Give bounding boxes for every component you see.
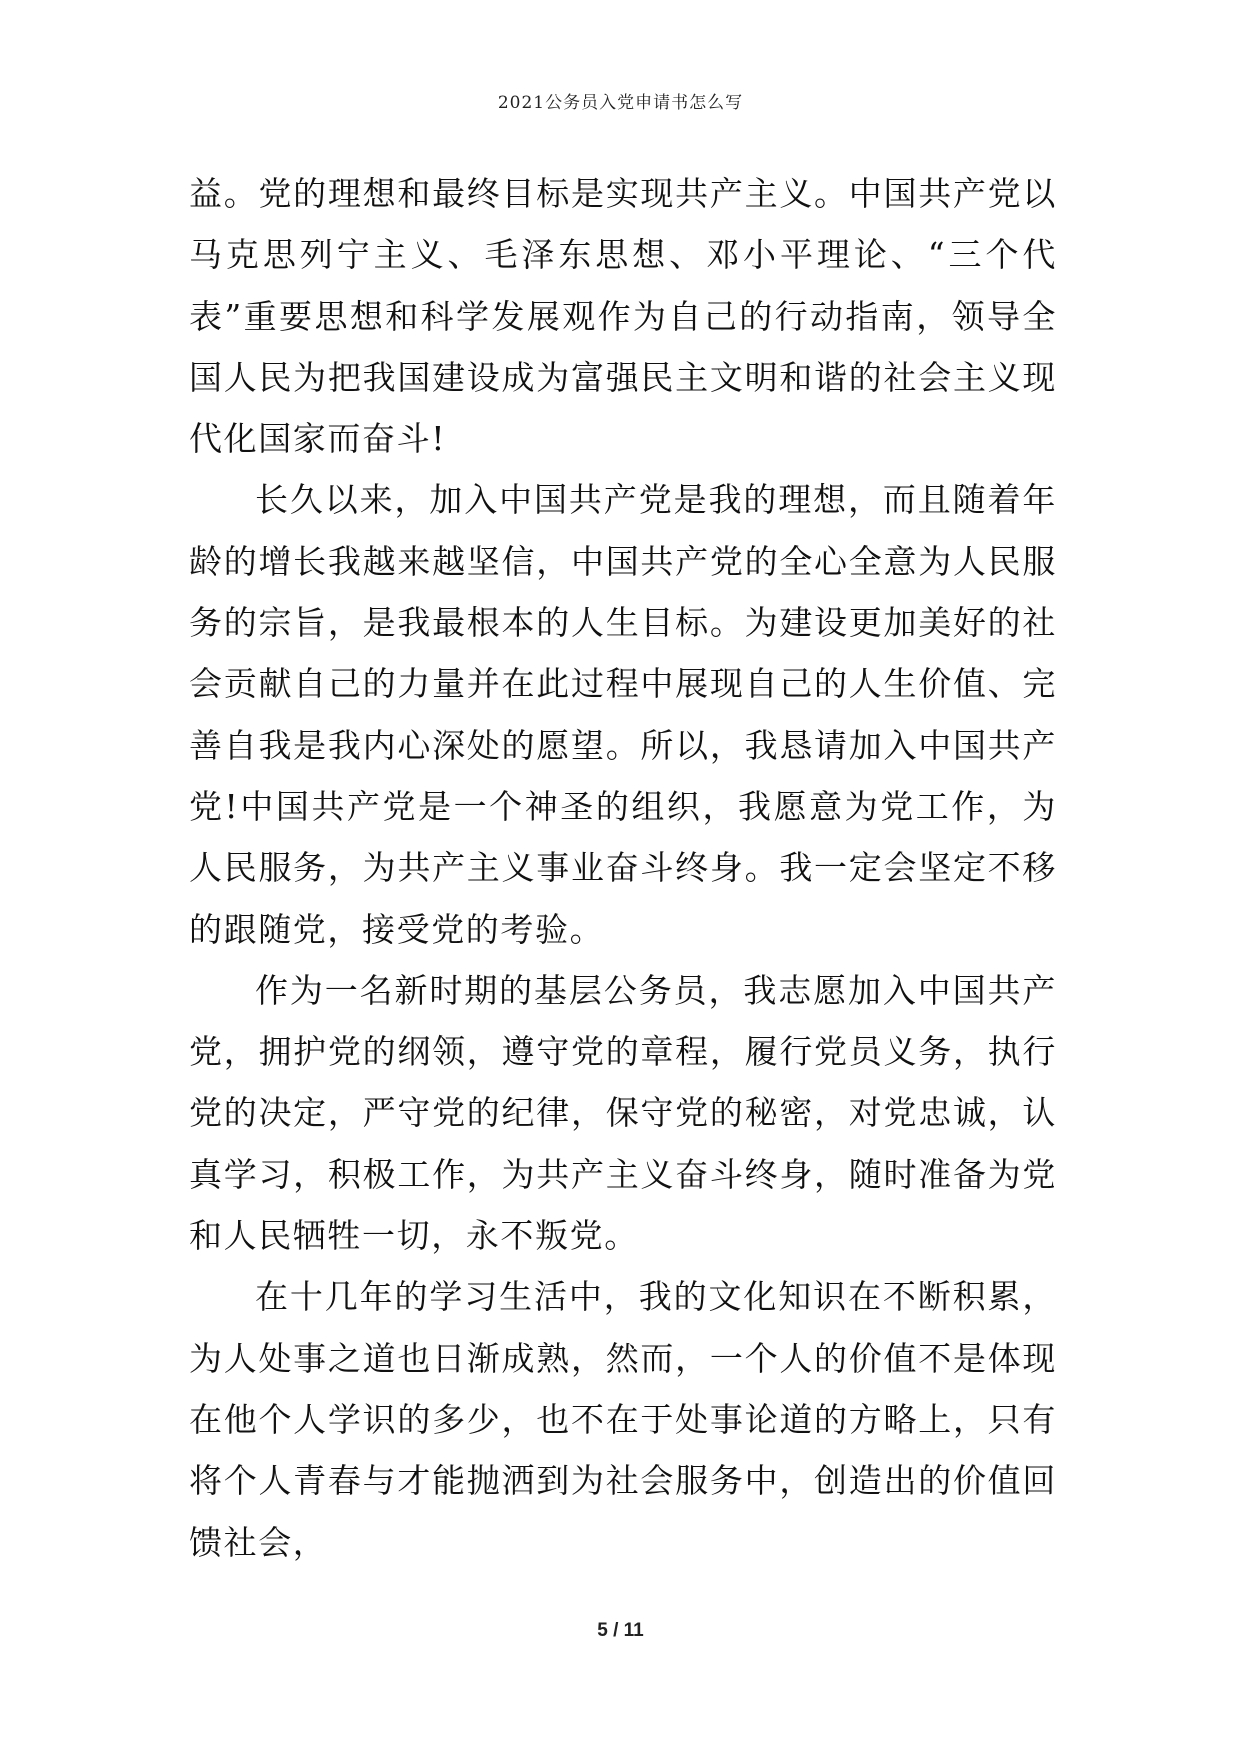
body-text <box>189 163 1057 1573</box>
page-number: 5 / 11 <box>597 1620 644 1641</box>
paragraph-continuation: 益。党的理想和最终目标是实现共产主义。中国共产党以马克思列宁主义、毛泽东思想、邓小平理论、“三个代表”重要思想和科学发展观作为自己的行动指南，领导全国人民为把我国建设成为富强民主文明和谐的社会主义现代化国家而奋斗! <box>189 174 1057 459</box>
running-header: 2021公务员入党申请书怎么写 <box>497 93 744 113</box>
paragraph-pledge: 作为一名新时期的基层公务员，我志愿加入中国共产党，拥护党的纲领，遵守党的章程，履行党员义务，执行党的决定，严守党的纪律，保守党的秘密，对党忠诚，认真学习，积极工作，为共产主义奋斗终身，随时准备为党和人民牺牲一切，永不叛党。 <box>189 970 1057 1256</box>
paragraph-aspiration: 长久以来，加入中国共产党是我的理想，而且随着年龄的增长我越来越坚信，中国共产党的全心全意为人民服务的宗旨，是我最根本的人生目标。为建设更加美好的社会贡献自己的力量并在此过程中展现自己的人生价值、完善自我是我内心深处的愿望。所以，我恳请加入中国共产党!中国共产党是一个神圣的组织，我愿意为党工作，为人民服务，为共产主义事业奋斗终身。我一定会坚定不移的跟随党，接受党的考验。 <box>189 480 1057 949</box>
paragraph-study-life: 在十几年的学习生活中，我的文化知识在不断积累，为人处事之道也日渐成熟，然而，一个人的价值不是体现在他个人学识的多少，也不在于处事论道的方略上，只有将个人青春与才能抛洒到为社会服务中，创造出的价值回馈社会， <box>189 1277 1057 1562</box>
